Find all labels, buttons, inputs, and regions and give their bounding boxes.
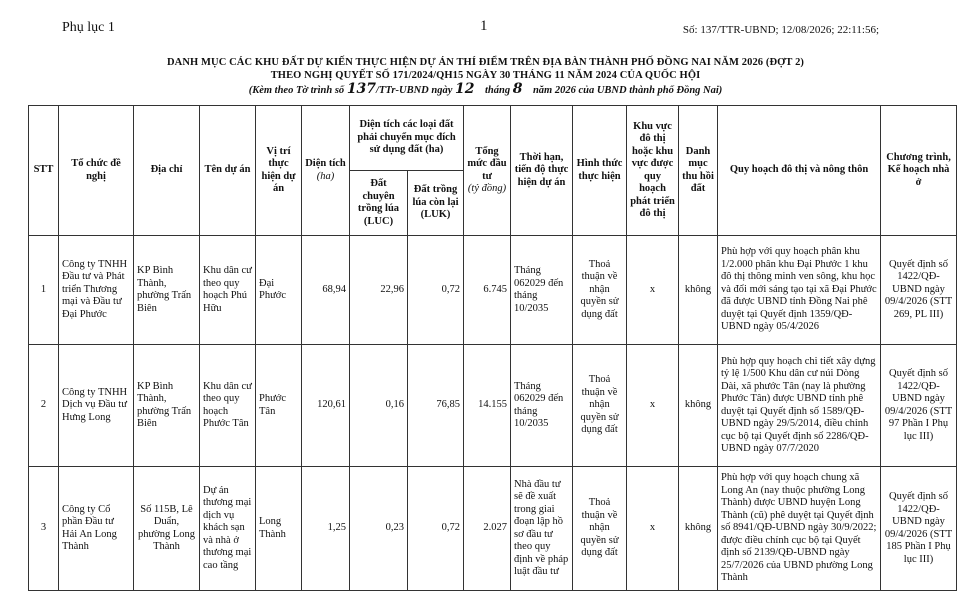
title-line-3-part-d: năm 2026 của UBND thành phố Đồng Nai) <box>532 85 723 96</box>
land-project-table <box>28 105 957 591</box>
cell-area: 120,61 <box>302 345 350 467</box>
header-investment <box>464 106 511 236</box>
cell-investment: 14.155 <box>464 345 511 467</box>
cell-urban-zone: x <box>627 467 679 591</box>
header-land-conversion: Diện tích các loại đất phải chuyển mục đích sử dụng đất (ha) <box>350 106 464 171</box>
cell-luk: 0,72 <box>408 236 464 345</box>
cell-investment: 2.027 <box>464 467 511 591</box>
cell-address: KP Bình Thành, phường Trấn Biên <box>134 236 200 345</box>
cell-luc: 0,16 <box>350 345 408 467</box>
cell-area: 1,25 <box>302 467 350 591</box>
submission-number: 137 <box>346 81 377 97</box>
cell-organization: Công ty Cổ phần Đầu tư Hải An Long Thành <box>59 467 134 591</box>
header-recovered-land: Danh mục thu hồi đất <box>679 106 718 236</box>
cell-stt: 2 <box>29 345 59 467</box>
cell-method: Thoả thuận về nhận quyền sử dụng đất <box>573 467 627 591</box>
cell-project-name: Dự án thương mại dịch vụ khách sạn và nhà ở thương mại cao tầng <box>200 467 256 591</box>
header-organization: Tổ chức đề nghị <box>59 106 134 236</box>
cell-investment: 6.745 <box>464 236 511 345</box>
table-row <box>29 236 957 345</box>
cell-timeline: Nhà đầu tư sẽ đề xuất trong giai đoạn lập hồ sơ đầu tư theo quy định về pháp luật đầu tư <box>511 467 573 591</box>
header-method: Hình thức thực hiện <box>573 106 627 236</box>
cell-method: Thoả thuận về nhận quyền sử dụng đất <box>573 236 627 345</box>
document-titles <box>0 56 971 98</box>
header-investment-unit: (tỷ đồng) <box>467 183 507 194</box>
header-row-1 <box>29 106 957 171</box>
header-stt: STT <box>29 106 59 236</box>
cell-area: 68,94 <box>302 236 350 345</box>
cell-timeline: Tháng 062029 đến tháng 10/2035 <box>511 236 573 345</box>
header-project-name: Tên dự án <box>200 106 256 236</box>
cell-housing-program: Quyết định số 1422/QĐ-UBND ngày 09/4/2026 (STT 269, PL III) <box>881 236 957 345</box>
cell-luk: 76,85 <box>408 345 464 467</box>
header-planning: Quy hoạch đô thị và nông thôn <box>718 106 881 236</box>
cell-project-name: Khu dân cư theo quy hoạch Phước Tân <box>200 345 256 467</box>
title-line-3-part-a: (Kèm theo Tờ trình số <box>248 85 345 96</box>
cell-urban-zone: x <box>627 236 679 345</box>
cell-address: Số 115B, Lê Duẩn, phường Long Thành <box>134 467 200 591</box>
header-investment-label: Tổng mức đầu tư <box>467 145 507 182</box>
page-header <box>0 18 971 38</box>
cell-location: Phước Tân <box>256 345 302 467</box>
header-area-unit: (ha) <box>316 170 335 182</box>
cell-recovered-land: không <box>679 236 718 345</box>
cell-timeline: Tháng 062029 đến tháng 10/2035 <box>511 345 573 467</box>
header-area-label: Diện tích <box>305 158 346 169</box>
submission-day: 12 <box>455 81 475 97</box>
title-line-3 <box>0 82 971 98</box>
header-luc: Đất chuyên trồng lúa (LUC) <box>350 171 408 236</box>
cell-recovered-land: không <box>679 345 718 467</box>
cell-planning: Phù hợp quy hoạch chi tiết xây dựng tỷ lệ 1/500 Khu dân cư núi Dòng Dài, xã phước Tân (nay là phường Phước Tân) được UBND tỉnh phê duyệt tại Quyết định số 1589/QĐ-UBND ngày 29/5/2014, điều chỉnh cục bộ tại Quyết định số 2286/QĐ-UBND ngày 07/7/2020 <box>718 345 881 467</box>
cell-address: KP Bình Thành, phường Trấn Biên <box>134 345 200 467</box>
title-line-3-part-b: /TTr-UBND ngày <box>376 85 453 96</box>
cell-luk: 0,72 <box>408 467 464 591</box>
cell-method: Thoả thuận về nhận quyền sử dụng đất <box>573 345 627 467</box>
page-number: 1 <box>480 18 488 34</box>
cell-location: Long Thành <box>256 467 302 591</box>
cell-project-name: Khu dân cư theo quy hoạch Phú Hữu <box>200 236 256 345</box>
submission-month: 8 <box>512 81 523 97</box>
document-reference: Số: 137/TTR-UBND; 12/08/2026; 22:11:56; <box>682 24 879 36</box>
cell-planning: Phù hợp với quy hoạch phân khu 1/2.000 phân khu Đại Phước 1 khu đô thị thông minh ven sông, khu học và đổi mới sáng tạo tại xã Đại Phước đã được UBND tỉnh Đồng Nai phê duyệt tại Quyết định 1359/QĐ-UBND ngày 05/4/2026 <box>718 236 881 345</box>
header-area <box>302 106 350 236</box>
header-address: Địa chỉ <box>134 106 200 236</box>
cell-stt: 1 <box>29 236 59 345</box>
cell-stt: 3 <box>29 467 59 591</box>
cell-location: Đại Phước <box>256 236 302 345</box>
cell-luc: 22,96 <box>350 236 408 345</box>
header-luk: Đất trồng lúa còn lại (LUK) <box>408 171 464 236</box>
cell-organization: Công ty TNHH Dịch vụ Đầu tư Hưng Long <box>59 345 134 467</box>
cell-urban-zone: x <box>627 345 679 467</box>
cell-housing-program: Quyết định số 1422/QĐ-UBND ngày 09/4/2026 (STT 185 Phần I Phụ lục III) <box>881 467 957 591</box>
appendix-label: Phụ lục 1 <box>62 20 115 35</box>
title-line-3-part-c: tháng <box>484 85 511 96</box>
title-line-1: DANH MỤC CÁC KHU ĐẤT DỰ KIẾN THỰC HIỆN DỰ ÁN THÍ ĐIỂM TRÊN ĐỊA BÀN THÀNH PHỐ ĐỒNG NAI NĂM 2026 (ĐỢT 2) <box>166 57 805 68</box>
table-row <box>29 345 957 467</box>
table-row <box>29 467 957 591</box>
cell-luc: 0,23 <box>350 467 408 591</box>
header-housing-program: Chương trình, Kế hoạch nhà ở <box>881 106 957 236</box>
header-urban-zone: Khu vực đô thị hoặc khu vực được quy hoạch phát triển đô thị <box>627 106 679 236</box>
cell-housing-program: Quyết định số 1422/QĐ-UBND ngày 09/4/2026 (STT 97 Phần I Phụ lục III) <box>881 345 957 467</box>
cell-planning: Phù hợp với quy hoạch chung xã Long An (nay thuộc phường Long Thành) được UBND huyện Long Thành (cũ) phê duyệt tại Quyết định số 8941/QĐ-UBND ngày 30/9/2022; được điều chính cục bộ tại Quyết định số 2139/QĐ-UBND ngày 25/7/2026 của UBND phường Long Thành <box>718 467 881 591</box>
header-timeline: Thời hạn, tiến độ thực hiện dự án <box>511 106 573 236</box>
header-location: Vị trí thực hiện dự án <box>256 106 302 236</box>
cell-organization: Công ty TNHH Đầu tư và Phát triển Thương mại và Đầu tư Đại Phước <box>59 236 134 345</box>
cell-recovered-land: không <box>679 467 718 591</box>
title-line-2: THEO NGHỊ QUYẾT SỐ 171/2024/QH15 NGÀY 30 THÁNG 11 NĂM 2024 CỦA QUỐC HỘI <box>270 70 701 81</box>
